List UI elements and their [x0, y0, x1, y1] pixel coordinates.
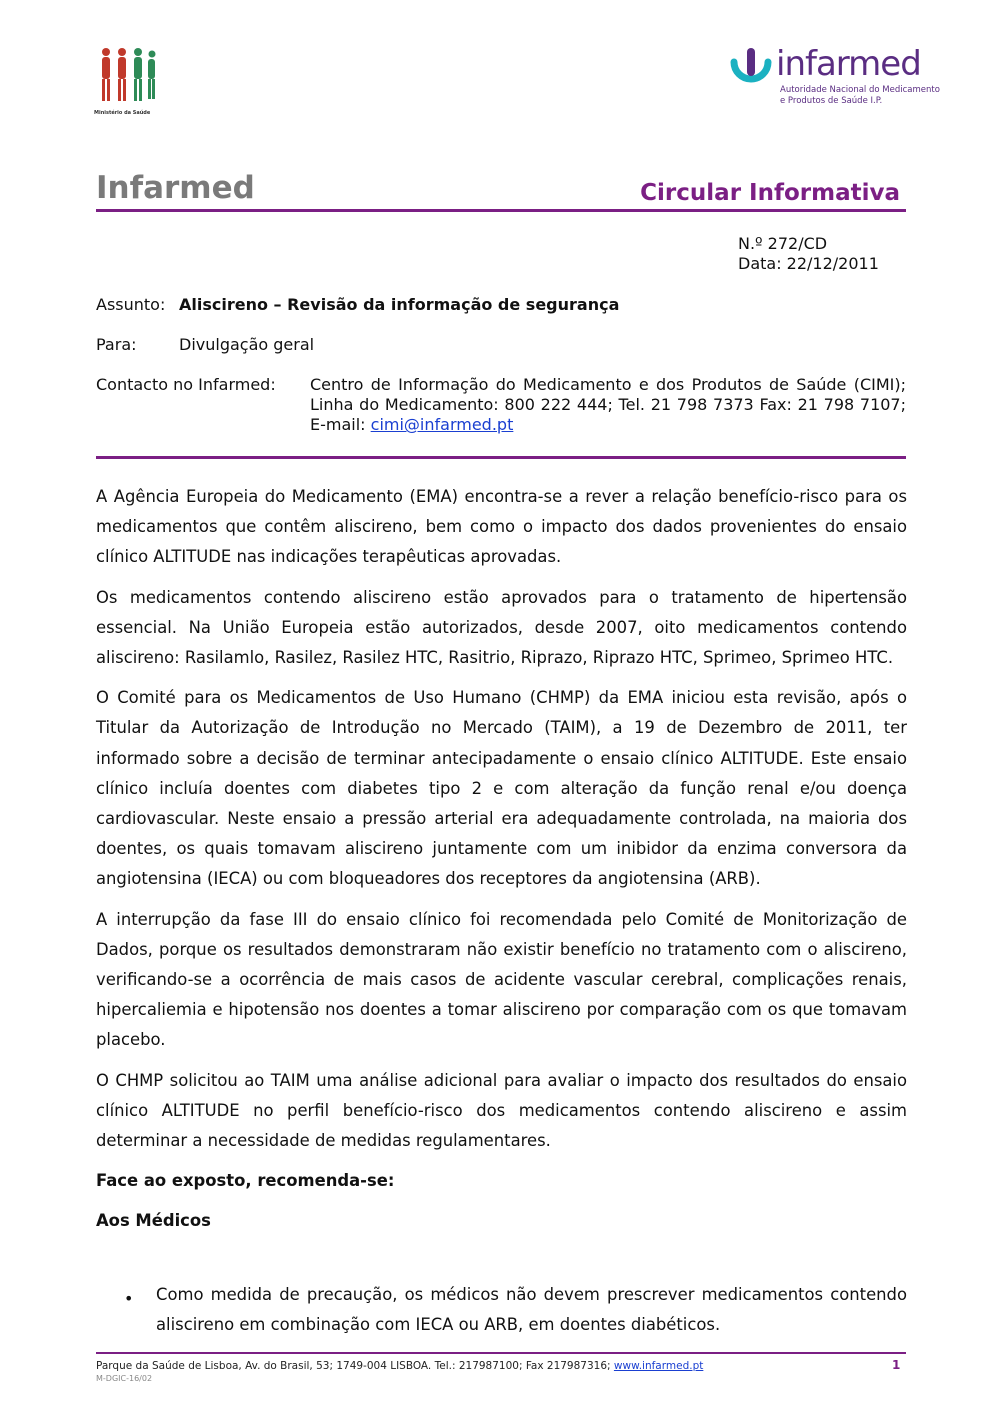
ministerio-da-saude-logo: [96, 46, 160, 118]
paragraph-2: Os medicamentos contendo aliscireno estão aprovados para o tratamento de hipertensão essencial. Na União Europeia estão autorizados, desde 2007, oito medicamentos contendo aliscireno: Rasilamlo, Rasilez, Rasilez HTC, Rasitrio, Riprazo, Riprazo HTC, Sprimeo, Sprimeo HTC.: [96, 587, 907, 668]
paragraph-4: A interrupção da fase III do ensaio clínico foi recomendada pelo Comité de Monitorização de Dados, porque os resultados demonstraram não existir benefício no tratamento com o aliscireno, verificando-se a ocorrência de mais casos de acidente vascular cerebral, complicações renais, hipercaliemia e hipotensão nos doentes a tomar aliscireno por comparação com os que tomavam placebo.: [96, 909, 907, 1050]
heading-aos-medicos: Aos Médicos: [96, 1211, 211, 1231]
infarmed-logo-sub1: Autoridade Nacional do Medicamento: [780, 85, 940, 95]
body-content: [96, 482, 907, 1247]
footer-website-link[interactable]: www.infarmed.pt: [613, 1360, 704, 1372]
document-title: Infarmed: [96, 170, 255, 206]
page-number: 1: [892, 1358, 901, 1372]
contacto-details: Centro de Informação do Medicamento e dos Produtos de Saúde (CIMI); Linha do Medicamento: 800 222 444; Tel. 21 798 7373 Fax: 21 798 7107; E-mail:: [310, 375, 906, 434]
para-label: Para:: [96, 335, 137, 354]
bullet-item-1: Como medida de precaução, os médicos não devem prescrever medicamentos contendo aliscireno em combinação com IECA ou ARB, em doentes diabéticos.: [156, 1285, 907, 1335]
footer-divider: [96, 1352, 906, 1354]
contacto-email-link[interactable]: cimi@infarmed.pt: [370, 415, 514, 434]
para-value: Divulgação geral: [179, 335, 315, 354]
bullet-icon: •: [124, 1289, 134, 1308]
assunto-label: Assunto:: [96, 295, 166, 314]
infarmed-logo-sub2: e Produtos de Saúde I.P.: [780, 96, 883, 106]
assunto-value: Aliscireno – Revisão da informação de segurança: [179, 295, 620, 314]
document-meta: [738, 234, 879, 274]
circular-number: N.º 272/CD: [738, 234, 828, 253]
ministry-caption: Ministério da Saúde: [94, 110, 151, 116]
paragraph-1: A Agência Europeia do Medicamento (EMA) encontra-se a rever a relação benefício-risco para os medicamentos que contêm aliscireno, bem como o impacto dos dados provenientes do ensaio clínico ALTITUDE nas indicações terapêuticas aprovadas.: [96, 487, 907, 567]
contacto-label: Contacto no Infarmed:: [96, 375, 276, 394]
document-type: Circular Informativa: [640, 180, 900, 206]
paragraph-5: O CHMP solicitou ao TAIM uma análise adicional para avaliar o impacto dos resultados do ensaio clínico ALTITUDE no perfil benefício-risco dos medicamentos contendo aliscireno e assim determinar a necessidade de medidas regulamentares.: [96, 1070, 907, 1151]
footer-address: [96, 1360, 703, 1372]
contacto-value: [310, 375, 906, 435]
fields-divider: [96, 456, 906, 459]
circular-date: Data: 22/12/2011: [738, 254, 879, 273]
header-divider: [96, 209, 906, 212]
footer-address-text: Parque da Saúde de Lisboa, Av. do Brasil, 53; 1749-004 LISBOA. Tel.: 217987100; Fax 217987316;: [96, 1360, 611, 1372]
paragraph-3: O Comité para os Medicamentos de Uso Humano (CHMP) da EMA iniciou esta revisão, após o Titular da Autorização de Introdução no Mercado (TAIM), a 19 de Dezembro de 2011, ter informado sobre a decisão de terminar antecipadamente o ensaio clínico ALTITUDE. Este ensaio clínico incluía doentes com diabetes tipo 2 e com alteração da função renal e/ou doença cardiovascular. Neste ensaio a pressão arterial era adequadamente controlada, na maioria dos doentes, os quais tomavam aliscireno juntamente com um inibidor da enzima conversora da angiotensina (IECA) ou com bloqueadores dos receptores da angiotensina (ARB).: [96, 688, 907, 889]
infarmed-logo-word: infarmed: [776, 44, 921, 84]
infarmed-logo-mark-icon: [728, 48, 774, 92]
infarmed-logo-subtitle: [780, 85, 940, 107]
heading-recommendation: Face ao exposto, recomenda-se:: [96, 1171, 395, 1191]
footer-form-code: M-DGIC-16/02: [96, 1374, 153, 1383]
